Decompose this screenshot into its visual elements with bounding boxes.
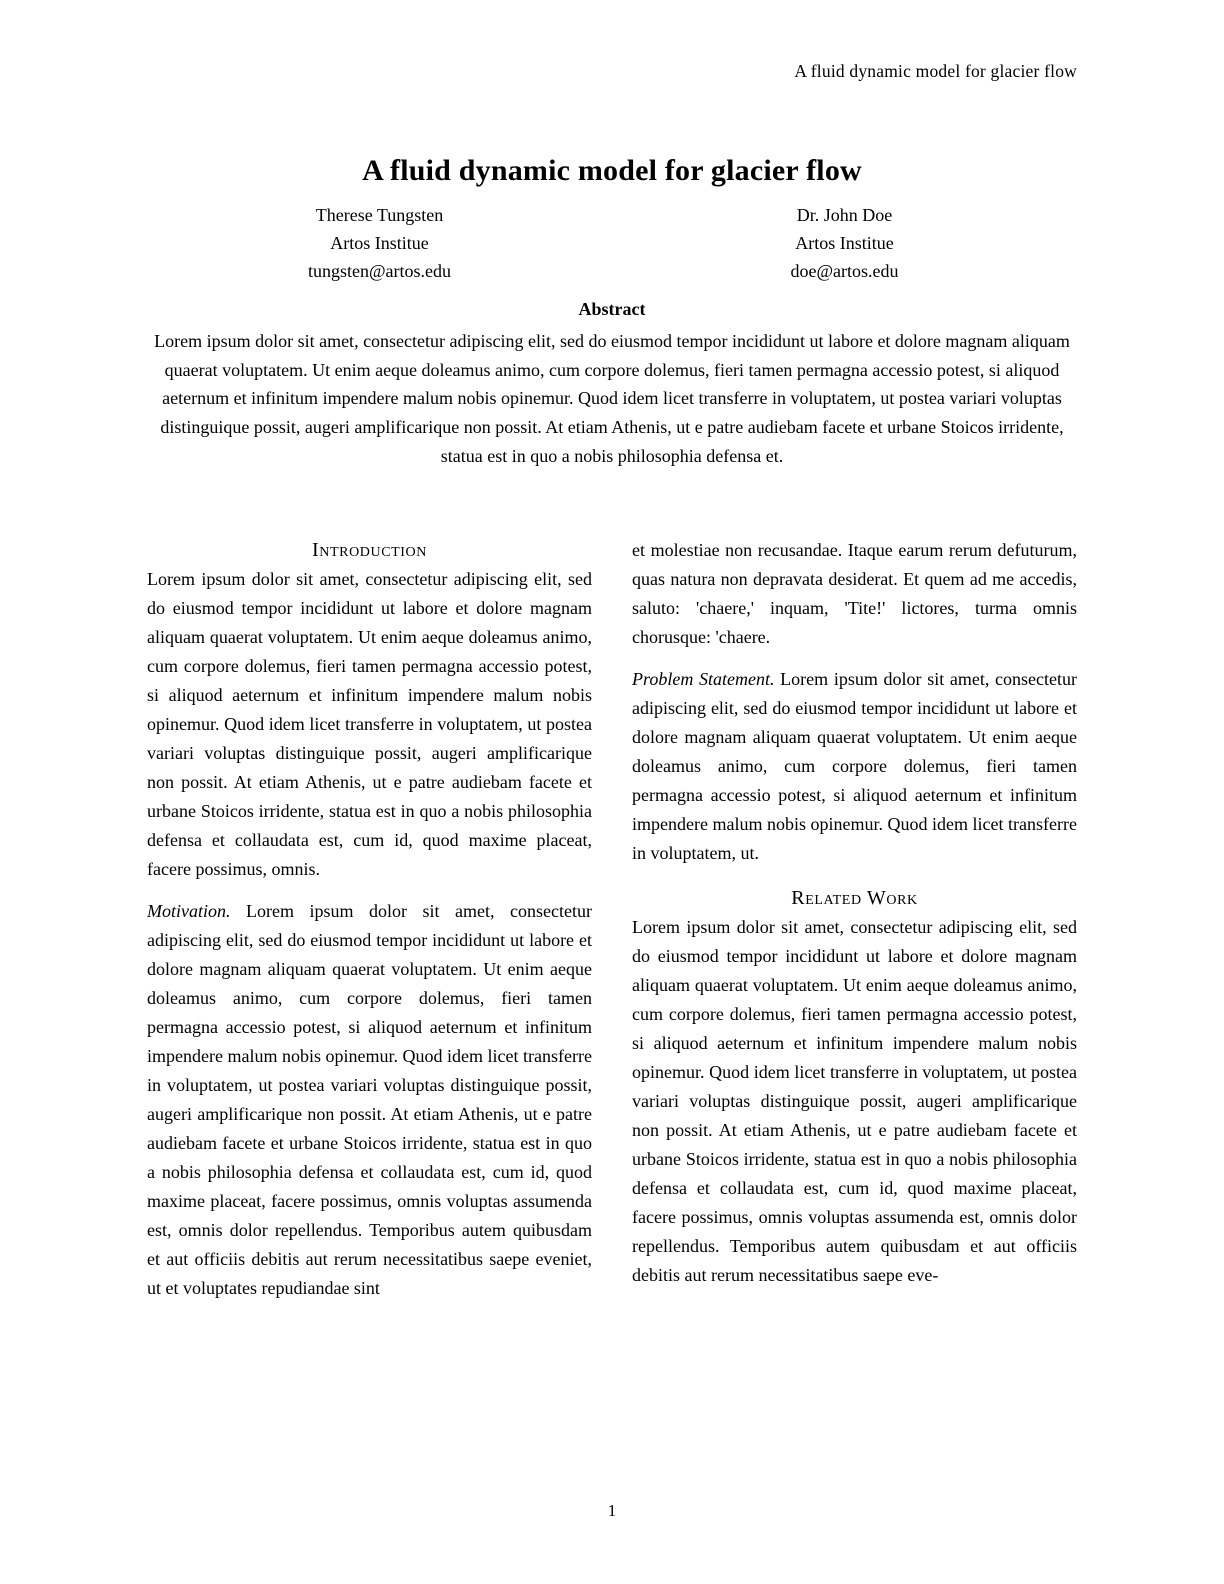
- author-affiliation: Artos Institue: [330, 233, 429, 253]
- author-name: Dr. John Doe: [796, 205, 893, 225]
- section-heading-introduction: Introduction: [312, 539, 427, 561]
- introduction-paragraph: Lorem ipsum dolor sit amet, consectetur adipiscing elit, sed do eiusmod tempor incididunt ut labore et dolore magnam aliquam quaerat voluptatem. Ut enim aeque doleamus animo, cum corpore dolemus, fieri tamen permagna accessio potest, si aliquod aeternum et infinitum impendere malum nobis opinemur. Quod idem licet transferre in voluptatem, ut postea variari voluptas distinguique possit, augeri amplificarique non possit. At etiam Athenis, ut e patre audiebam facete et urbane Stoicos irridente, statua est in quo a nobis philosophia defensa et collaudata est, cum id, quod maxime placeat, facere possimus, omnis.: [147, 569, 592, 879]
- motivation-lead-in: Motivation.: [147, 901, 231, 921]
- problem-statement-paragraph: [632, 665, 1077, 868]
- author-email: tungsten@artos.edu: [307, 261, 452, 281]
- author-card-2: [612, 201, 1077, 285]
- author-affiliation: Artos Institue: [795, 233, 894, 253]
- running-header: A fluid dynamic model for glacier flow: [794, 61, 1077, 81]
- author-name: Therese Tungsten: [315, 205, 444, 225]
- abstract-heading: Abstract: [578, 299, 646, 319]
- paper-title: A fluid dynamic model for glacier flow: [362, 154, 862, 188]
- abstract-text: Lorem ipsum dolor sit amet, consectetur adipiscing elit, sed do eiusmod tempor incididunt ut labore et dolore magnam aliquam quaerat voluptatem. Ut enim aeque doleamus animo, cum corpore dolemus, fieri tamen permagna accessio potest, si aliquod aeternum et infinitum impendere malum nobis opinemur. Quod idem licet transferre in voluptatem, ut postea variari voluptas distinguique possit, augeri amplificarique non possit. At etiam Athenis, ut e patre audiebam facete et urbane Stoicos irridente, statua est in quo a nobis philosophia defensa et.: [154, 331, 1070, 466]
- problem-statement-text: Lorem ipsum dolor sit amet, consectetur adipiscing elit, sed do eiusmod tempor incididunt ut labore et dolore magnam aliquam quaerat voluptatem. Ut enim aeque doleamus animo, cum corpore dolemus, fieri tamen permagna accessio potest, si aliquod aeternum et infinitum impendere malum nobis opinemur. Quod idem licet transferre in voluptatem, ut.: [632, 669, 1077, 863]
- right-column: [632, 536, 1077, 1441]
- problem-statement-lead-in: Problem Statement.: [632, 669, 775, 689]
- motivation-paragraph: [147, 897, 592, 1303]
- motivation-continuation-paragraph: et molestiae non recusandae. Itaque earum rerum defuturum, quas natura non depravata desiderat. Et quem ad me accedis, saluto: 'chaere,' inquam, 'Tite!' lictores, turma omnis chorusque: 'chaere.: [632, 540, 1077, 647]
- motivation-text: Lorem ipsum dolor sit amet, consectetur adipiscing elit, sed do eiusmod tempor incididunt ut labore et dolore magnam aliquam quaerat voluptatem. Ut enim aeque doleamus animo, cum corpore dolemus, fieri tamen permagna accessio potest, si aliquod aeternum et infinitum impendere malum nobis opinemur. Quod idem licet transferre in voluptatem, ut postea variari voluptas distinguique possit, augeri amplificarique non possit. At etiam Athenis, ut e patre audiebam facete et urbane Stoicos irridente, statua est in quo a nobis philosophia defensa et collaudata est, cum id, quod maxime placeat, facere possimus, omnis voluptas assumenda est, omnis dolor repellendus. Temporibus autem quibusdam et aut officiis debitis aut rerum necessitatibus saepe eveniet, ut et voluptates repudiandae sint: [147, 901, 592, 1298]
- left-column: [147, 536, 592, 1441]
- related-work-paragraph: Lorem ipsum dolor sit amet, consectetur adipiscing elit, sed do eiusmod tempor incididunt ut labore et dolore magnam aliquam quaerat voluptatem. Ut enim aeque doleamus animo, cum corpore dolemus, fieri tamen permagna accessio potest, si aliquod aeternum et infinitum impendere malum nobis opinemur. Quod idem licet transferre in voluptatem, ut postea variari voluptas distinguique possit, augeri amplificarique non possit. At etiam Athenis, ut e patre audiebam facete et urbane Stoicos irridente, statua est in quo a nobis philosophia defensa et collaudata est, cum id, quod maxime placeat, facere possimus, omnis voluptas assumenda est, omnis dolor repellendus. Temporibus autem quibusdam et aut officiis debitis aut rerum necessitatibus saepe eve-: [632, 917, 1077, 1285]
- page-number: 1: [607, 1501, 617, 1520]
- section-heading-related-work: Related Work: [791, 887, 918, 909]
- author-email: doe@artos.edu: [790, 261, 899, 281]
- author-card-1: [147, 201, 612, 285]
- authors-block: [147, 201, 1077, 285]
